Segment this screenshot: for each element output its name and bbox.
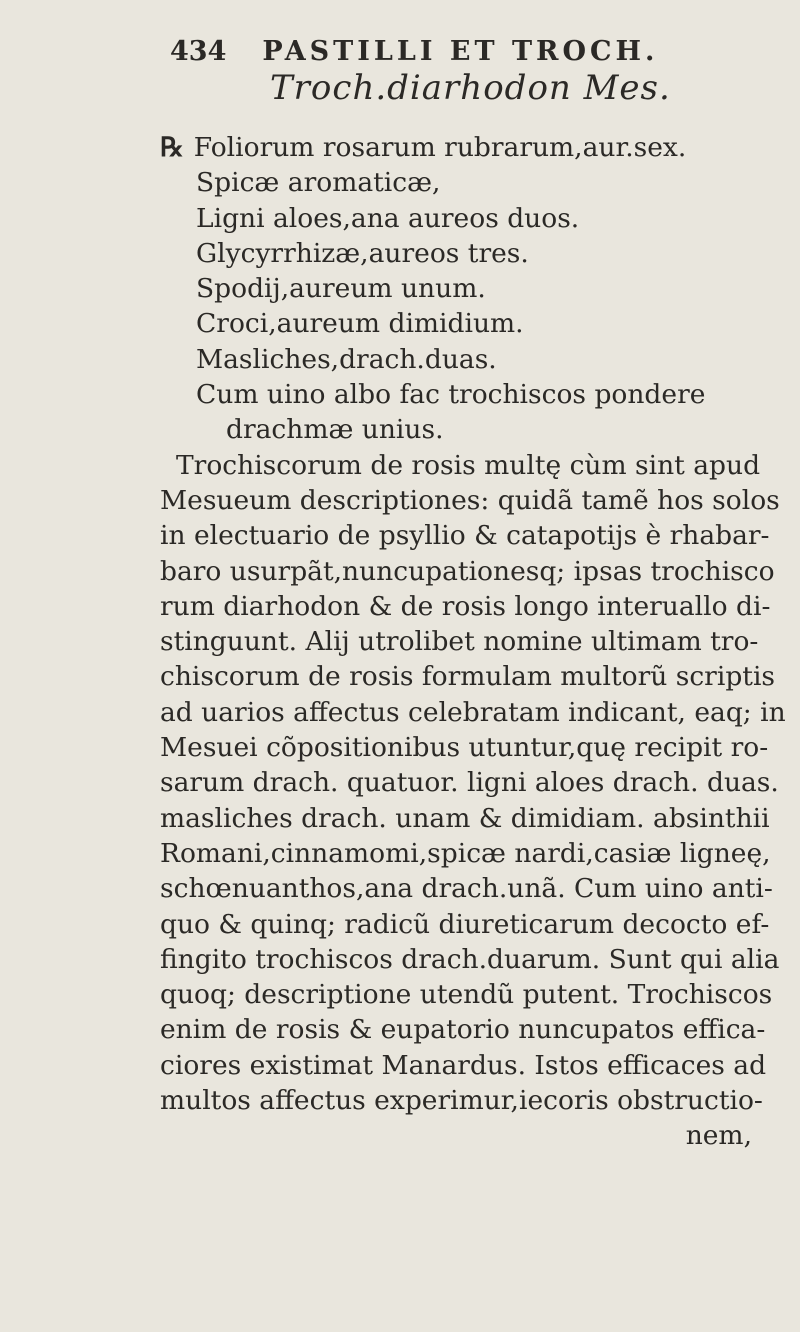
page-text xyxy=(160,130,786,1154)
body-line: masliches drach. unam & dimidiam. absinthii xyxy=(160,802,770,834)
body-line: fingito trochiscos drach.duarum. Sunt qui alia xyxy=(160,943,780,975)
body-line: ad uarios affectus celebratam indicant, eaq; in xyxy=(160,696,786,728)
body-line: Mesuei cõpositionibus utuntur,quę recipit ro- xyxy=(160,732,769,764)
body-line: rum diarhodon & de rosis longo interuallo di- xyxy=(160,590,771,622)
running-title: PASTILLI ET TROCH. xyxy=(262,36,659,67)
body-line: baro usurpãt,nuncupationesq; ipsas trochisco xyxy=(160,555,775,587)
body-line: Trochiscorum de rosis multę cùm sint apud xyxy=(176,449,761,481)
recipe-line: Croci,aureum dimidium. xyxy=(196,308,524,340)
body-line: sarum drach. quatuor. ligni aloes drach. duas. xyxy=(160,767,779,799)
body-line: stinguunt. Alij utrolibet nomine ultimam tro- xyxy=(160,626,759,658)
body-line: chiscorum de rosis formulam multorũ scriptis xyxy=(160,661,776,693)
recipe-line: Spicæ aromaticæ, xyxy=(196,167,441,199)
recipe-line: drachmæ unius. xyxy=(226,414,444,446)
recipe-line: ℞ Foliorum rosarum rubrarum,aur.sex. xyxy=(160,132,687,163)
body-line: schœnuanthos,ana drach.unã. Cum uino anti- xyxy=(160,873,773,905)
body-line: Mesueum descriptiones: quidã tamẽ hos solos xyxy=(160,484,780,516)
recipe-line: Cum uino albo fac trochiscos pondere xyxy=(196,379,706,411)
recipe-title: Troch.diarhodon Mes. xyxy=(270,68,671,108)
recipe-line: Glycyrrhizæ,aureos tres. xyxy=(196,237,529,269)
recipe-symbol-icon: ℞ xyxy=(160,132,184,163)
recipe-line: Masliches,drach.duas. xyxy=(196,343,497,375)
page-number: 434 xyxy=(170,36,227,67)
body-line: multos affectus experimur,iecoris obstructio- xyxy=(160,1085,763,1117)
catchword: nem, xyxy=(685,1120,752,1152)
body-line: Romani,cinnamomi,spicæ nardi,casiæ ligneę, xyxy=(160,837,771,869)
running-header xyxy=(170,36,658,67)
body-line: quo & quinq; radicũ diureticarum decocto ef- xyxy=(160,908,770,940)
body-line: ciores existimat Manardus. Istos efficaces ad xyxy=(160,1049,767,1081)
body-line: in electuario de psyllio & catapotijs è rhabar- xyxy=(160,520,770,552)
body-line: quoq; descriptione utendũ putent. Trochiscos xyxy=(160,979,773,1011)
recipe-line: Ligni aloes,ana aureos duos. xyxy=(196,202,580,234)
recipe-line: Spodij,aureum unum. xyxy=(196,273,486,305)
body-line: enim de rosis & eupatorio nuncupatos effica- xyxy=(160,1014,766,1046)
